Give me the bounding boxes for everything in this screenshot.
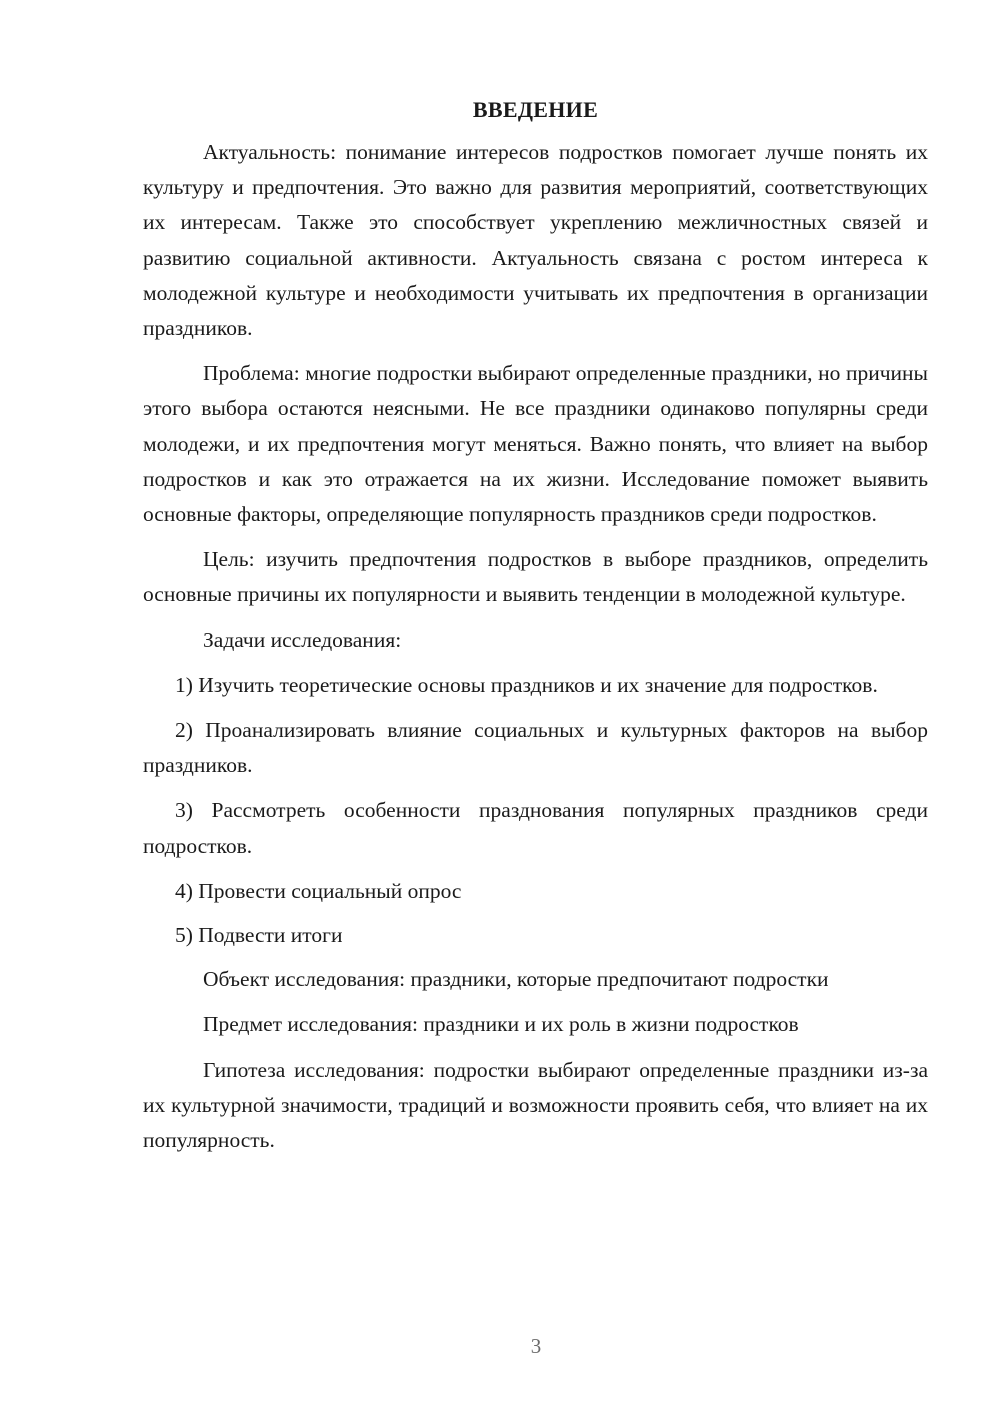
- task-item-4: 4) Провести социальный опрос: [175, 878, 462, 903]
- object-paragraph: Объект исследования: праздники, которые предпочитают подростки: [203, 967, 829, 992]
- hypothesis-paragraph: Гипотеза исследования: подростки выбирают определенные праздники из-за их культурной значимости, традиций и возможности проявить себя, что влияет на их популярность.: [143, 1057, 928, 1153]
- page-number: 3: [530, 1334, 542, 1358]
- problem-paragraph: Проблема: многие подростки выбирают определенные праздники, но причины этого выбора остаются неясными. Не все праздники одинаково популярны среди молодежи, и их предпочтения могут меняться. Важно понять, что влияет на выбор подростков и как это отражается на их жизни. Исследование поможет выявить основные факторы, определяющие популярность праздников среди подростков.: [143, 361, 928, 527]
- task-item-5: 5) Подвести итоги: [175, 923, 343, 948]
- task-item-1: 1) Изучить теоретические основы праздников и их значение для подростков.: [175, 672, 878, 697]
- task-item-2: 2) Проанализировать влияние социальных и культурных факторов на выбор праздников.: [143, 718, 928, 778]
- tasks-heading: Задачи исследования:: [203, 627, 402, 652]
- subject-paragraph: Предмет исследования: праздники и их роль в жизни подростков: [203, 1012, 799, 1037]
- task-item-3: 3) Рассмотреть особенности празднования популярных праздников среди подростков.: [143, 798, 928, 858]
- document-page: [143, 92, 928, 1168]
- goal-paragraph: Цель: изучить предпочтения подростков в выборе праздников, определить основные причины их популярности и выявить тенденции в молодежной культуре.: [143, 547, 928, 607]
- section-title: ВВЕДЕНИЕ: [472, 97, 599, 122]
- relevance-paragraph: Актуальность: понимание интересов подростков помогает лучше понять их культуру и предпочтения. Это важно для развития мероприятий, соответствующих их интересам. Также это способствует укреплению межличностных связей и развитию социальной активности. Актуальность связана с ростом интереса к молодежной культуре и необходимости учитывать их предпочтения в организации праздников.: [143, 140, 928, 341]
